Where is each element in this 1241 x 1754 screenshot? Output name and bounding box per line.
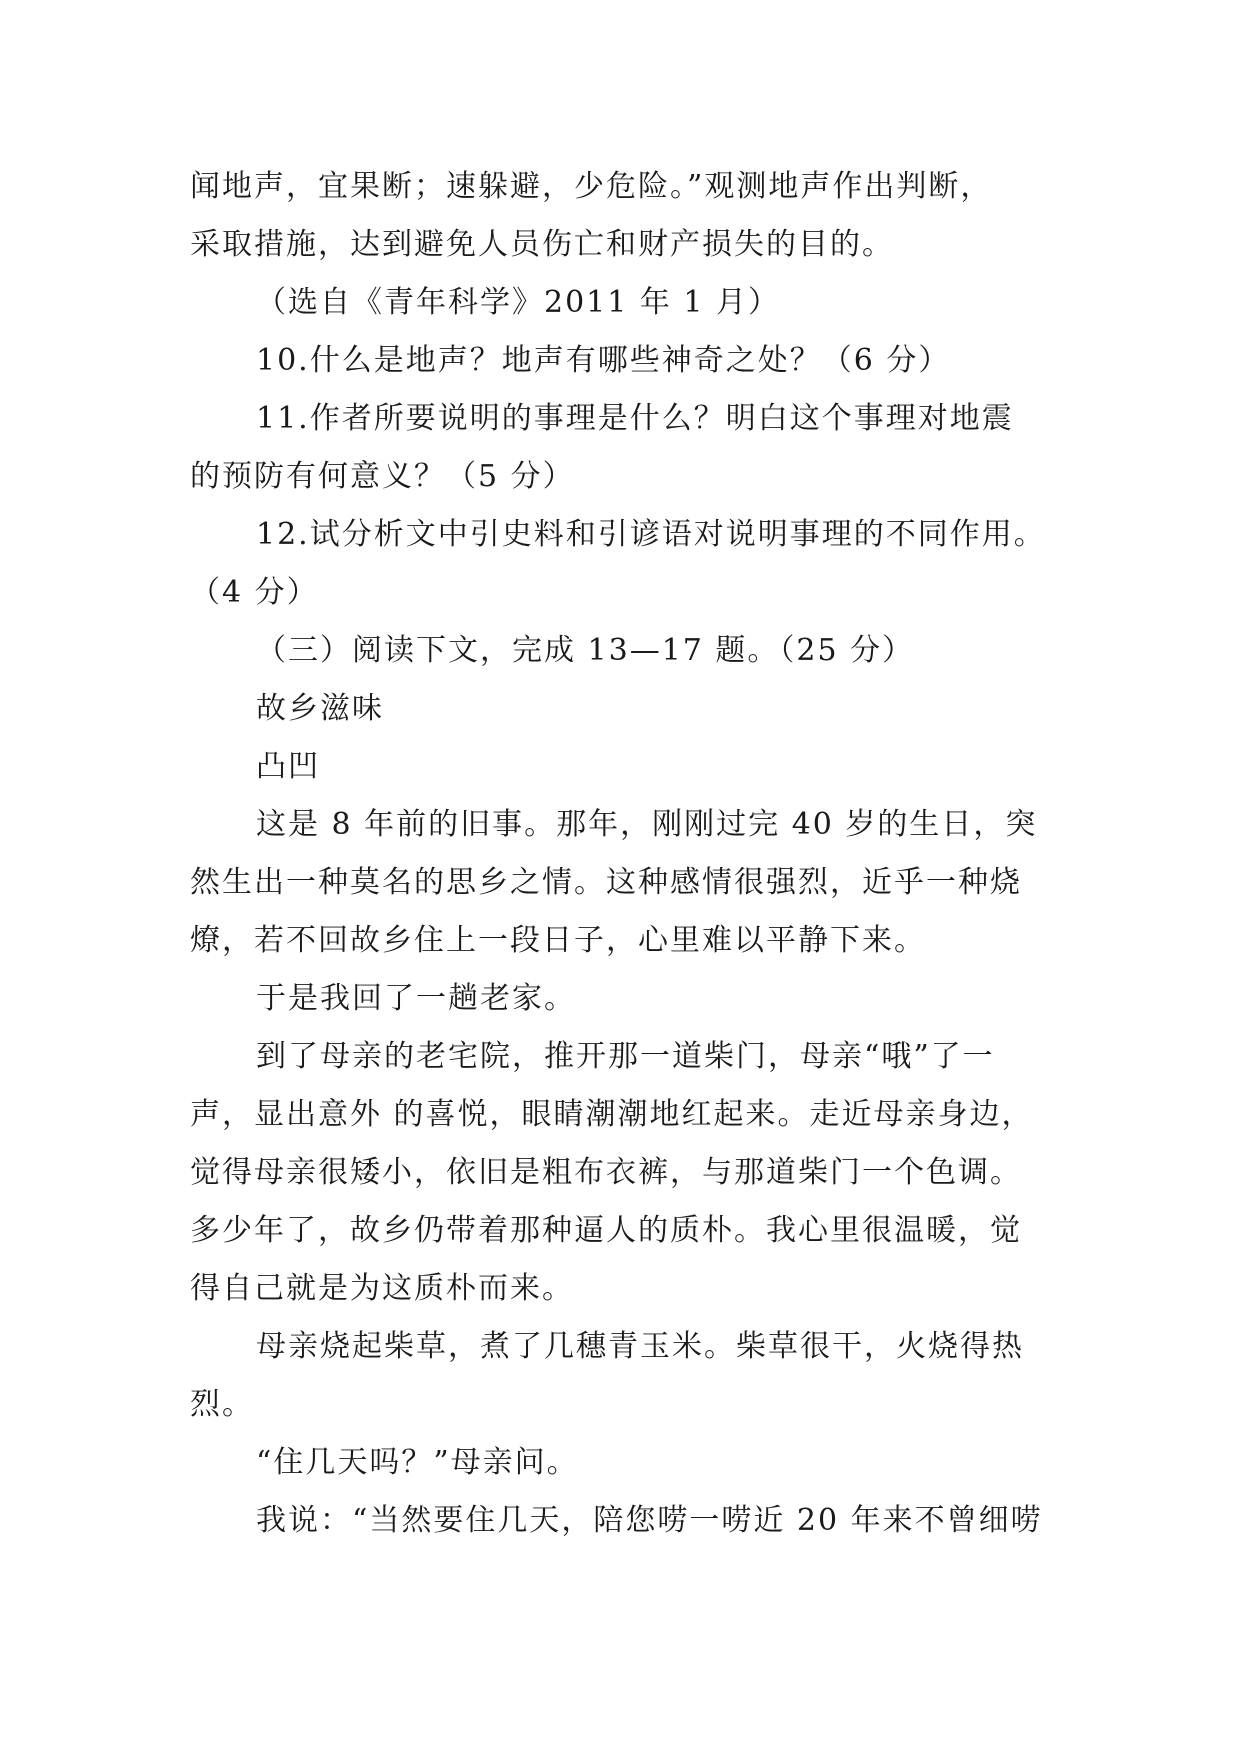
text-line: 多少年了，故乡仍带着那种逼人的质朴。我心里很温暖，觉 (190, 1213, 1022, 1248)
text-line: 觉得母亲很矮小，依旧是粗布衣裤，与那道柴门一个色调。 (190, 1155, 1022, 1190)
text-line: 故乡滋味 (256, 691, 384, 726)
text-line: 12.试分析文中引史料和引谚语对说明事理的不同作用。 (256, 517, 1046, 552)
text-line: （4 分） (190, 575, 319, 610)
text-line: 到了母亲的老宅院，推开那一道柴门，母亲“哦”了一 (256, 1039, 995, 1074)
text-line: 燎，若不回故乡住上一段日子，心里难以平静下来。 (190, 923, 926, 958)
text-line: 闻地声，宜果断；速躲避，少危险。”观测地声作出判断， (190, 169, 993, 204)
text-line: 得自己就是为这质朴而来。 (190, 1271, 574, 1306)
text-line: “住几天吗？”母亲问。 (256, 1445, 579, 1480)
text-line: （三）阅读下文，完成 13—17 题。（25 分） (256, 633, 915, 668)
text-line: 于是我回了一趟老家。 (256, 981, 576, 1016)
text-line: 然生出一种莫名的思乡之情。这种感情很强烈，近乎一种烧 (190, 865, 1022, 900)
text-line: 母亲烧起柴草，煮了几穗青玉米。柴草很干，火烧得热 (256, 1329, 1024, 1364)
text-line: 10.什么是地声？地声有哪些神奇之处？（6 分） (256, 343, 951, 378)
text-line: 声，显出意外 的喜悦，眼睛潮潮地红起来。走近母亲身边， (190, 1097, 1034, 1132)
document-body (190, 158, 1120, 1550)
text-line: 11.作者所要说明的事理是什么？明白这个事理对地震 (256, 401, 1014, 436)
text-line: 凸凹 (256, 749, 320, 784)
text-line: 烈。 (190, 1387, 254, 1422)
text-line: 的预防有何意义？（5 分） (190, 459, 575, 494)
text-line: 这是 8 年前的旧事。那年，刚刚过完 40 岁的生日，突 (256, 807, 1038, 842)
text-line: （选自《青年科学》2011 年 1 月） (256, 285, 781, 320)
text-line: 我说：“当然要住几天，陪您唠一唠近 20 年来不曾细唠 (256, 1503, 1043, 1538)
text-line: 采取措施，达到避免人员伤亡和财产损失的目的。 (190, 227, 894, 262)
